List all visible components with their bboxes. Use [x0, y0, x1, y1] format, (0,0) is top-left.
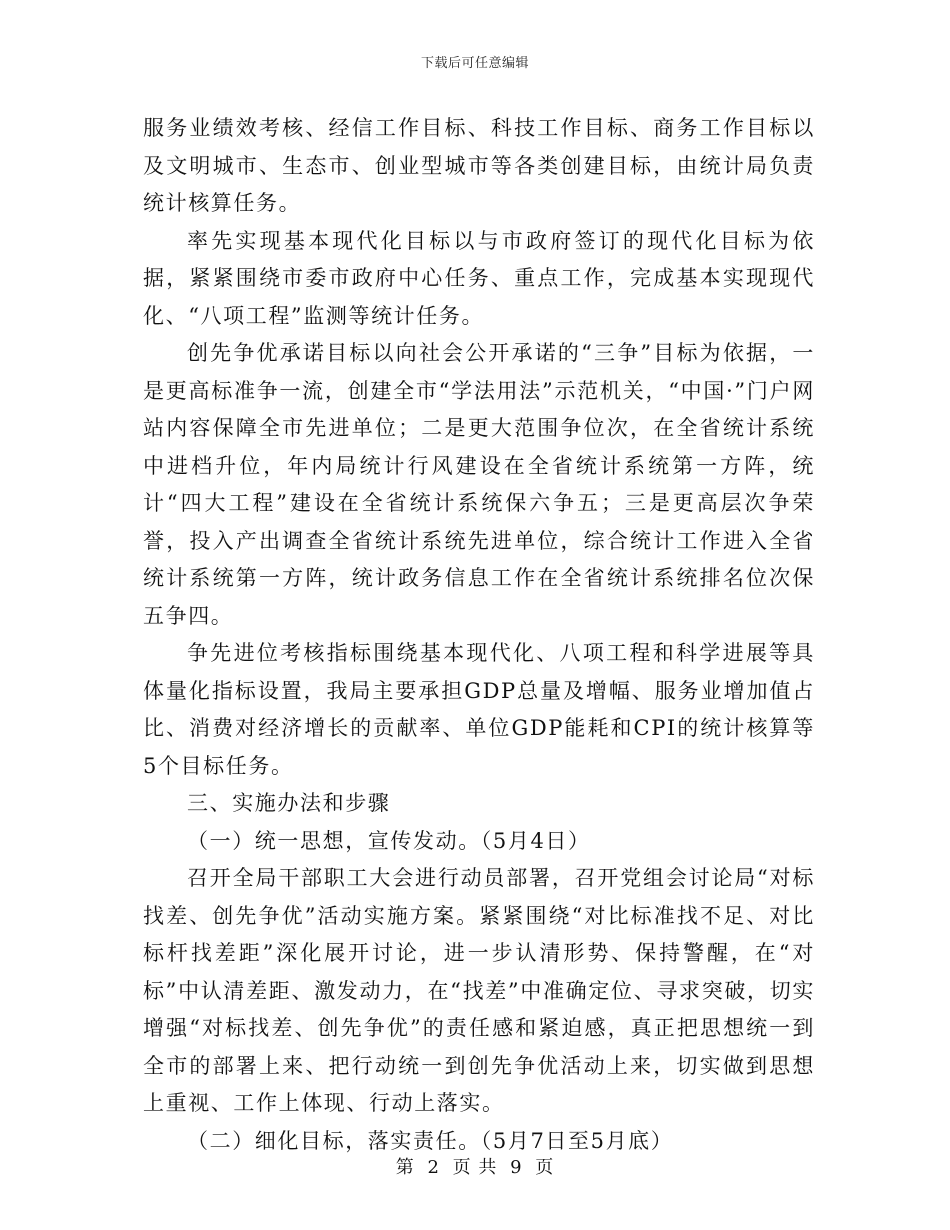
paragraph-2: 率先实现基本现代化目标以与市政府签订的现代化目标为依据，紧紧围绕市委市政府中心任务、重点工作，完成基本实现现代化、“八项工程”监测等统计任务。 — [143, 228, 815, 328]
paragraph-5: 召开全局干部职工大会进行动员部署，召开党组会讨论局“对标找差、创先争优”活动实施方案。紧紧围绕“对比标准找不足、对比标杆找差距”深化展开讨论，进一步认清形势、保持警醒，在“对标”中认清差距、激发动力，在“找差”中准确定位、寻求突破，切实增强“对标找差、创先争优”的责任感和紧迫感，真正把思想统一到全市的部署上来、把行动统一到创先争优活动上来，切实做到思想上重视、工作上体现、行动上落实。 — [143, 866, 815, 1115]
document-body — [143, 110, 815, 1160]
subsection-heading-2: （二）细化目标，落实责任。（5月7日至5月底） — [187, 1128, 674, 1153]
footer-middle: 页 共 — [452, 1157, 498, 1178]
section-heading: 三、实施办法和步骤 — [187, 791, 391, 815]
footer-suffix: 页 — [535, 1157, 555, 1178]
paragraph-4: 争先进位考核指标围绕基本现代化、八项工程和科学进展等具体量化指标设置，我局主要承担GDP总量及增幅、服务业增加值占比、消费对经济增长的贡献率、单位GDP能耗和CPI的统计核算等5个目标任务。 — [143, 641, 815, 778]
paragraph-1: 服务业绩效考核、经信工作目标、科技工作目标、商务工作目标以及文明城市、生态市、创业型城市等各类创建目标，由统计局负责统计核算任务。 — [143, 116, 815, 215]
page-header: 下载后可任意编辑 — [420, 56, 529, 71]
footer-prefix: 第 — [395, 1157, 415, 1178]
subsection-heading-1: （一）统一思想，宣传发动。（5月4日） — [187, 828, 591, 853]
paragraph-3: 创先争优承诺目标以向社会公开承诺的“三争”目标为依据，一是更高标准争一流，创建全市“学法用法”示范机关，“中国·”门户网站内容保障全市先进单位；二是更大范围争位次，在全省统计系统中进档升位，年内局统计行风建设在全省统计系统第一方阵，统计“四大工程”建设在全省统计系统保六争五；三是更高层次争荣誉，投入产出调查全省统计系统先进单位，综合统计工作进入全省统计系统第一方阵，统计政务信息工作在全省统计系统排名位次保五争四。 — [143, 341, 815, 628]
total-page-count: 9 — [510, 1157, 523, 1178]
current-page-number: 2 — [427, 1157, 440, 1178]
page-footer — [0, 1153, 950, 1179]
